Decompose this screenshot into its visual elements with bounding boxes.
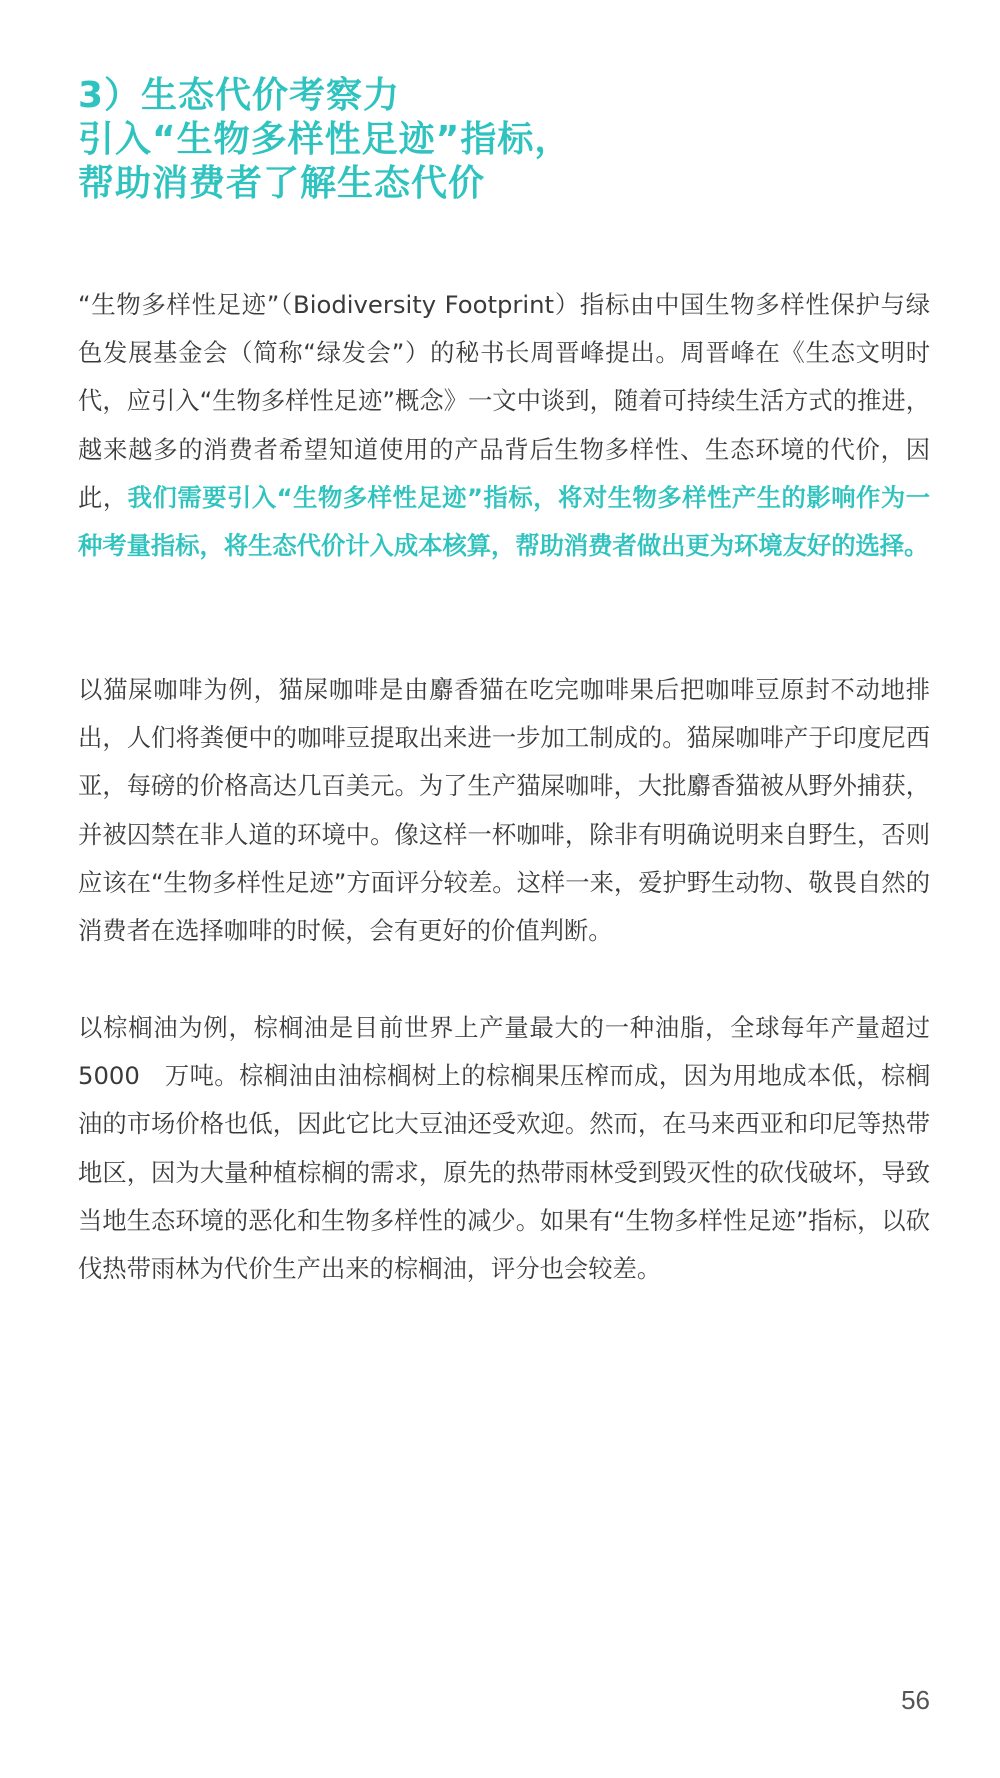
paragraph-civet-coffee (78, 666, 930, 955)
paragraph-text: “生物多样性足迹”（Biodiversity Footprint）指标由中国生物多样性保护与绿色发展基金会（简称“绿发会”）的秘书长周晋峰提出。周晋峰在《生态文明时代，应引入“生物多样性足迹”概念》一文中谈到，随着可持续生活方式的推进，越来越多的消费者希望知道使用的产品背后生物多样性、生态环境的代价，因此， (78, 290, 930, 512)
heading-line-2: 引入“生物多样性足迹”指标， (78, 119, 572, 160)
paragraph-biodiversity-footprint (78, 281, 930, 570)
paragraph-text: 以棕榈油为例，棕榈油是目前世界上产量最大的一种油脂，全球每年产量超过 5000 万吨。棕榈油由油棕榈树上的棕榈果压榨而成，因为用地成本低，棕榈油的市场价格也低，因此它比大豆油还受欢迎。然而，在马来西亚和印尼等热带地区，因为大量种植棕榈的需求，原先的热带雨林受到毁灭性的砍伐破坏，导致当地生态环境的恶化和生物多样性的减少。如果有“生物多样性足迹”指标，以砍伐热带雨林为代价生产出来的棕榈油，评分也会较差。 (78, 1013, 955, 1284)
paragraph-palm-oil (78, 1004, 955, 1293)
heading-line-3: 帮助消费者了解生态代价 (78, 163, 486, 204)
highlighted-text: 我们需要引入“生物多样性足迹”指标，将对生物多样性产生的影响作为一种考量指标，将生态代价计入成本核算，帮助消费者做出更为环境友好的选择。 (78, 482, 930, 561)
heading-line-1: 3）生态代价考察力 (78, 75, 401, 116)
page-number: 56 (901, 1685, 930, 1715)
section-heading (78, 74, 938, 206)
paragraph-text: 以猫屎咖啡为例，猫屎咖啡是由麝香猫在吃完咖啡果后把咖啡豆原封不动地排出，人们将粪便中的咖啡豆提取出来进一步加工制成的。猫屎咖啡产于印度尼西亚，每磅的价格高达几百美元。为了生产猫屎咖啡，大批麝香猫被从野外捕获，并被囚禁在非人道的环境中。像这样一杯咖啡，除非有明确说明来自野生，否则应该在“生物多样性足迹”方面评分较差。这样一来，爱护野生动物、敬畏自然的消费者在选择咖啡的时候，会有更好的价值判断。 (78, 675, 930, 946)
